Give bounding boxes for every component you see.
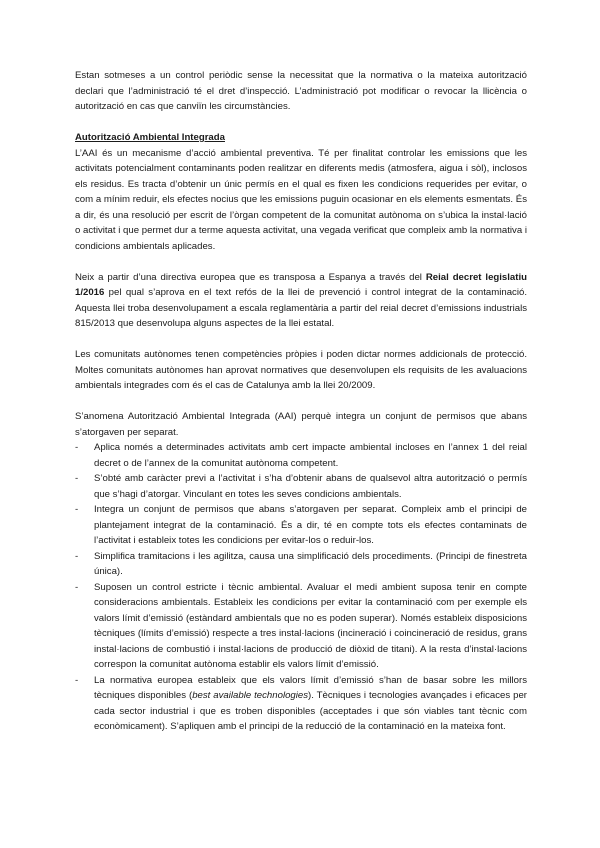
list-item (75, 471, 527, 502)
section-heading: Autorització Ambiental Integrada (75, 132, 225, 143)
list-item (75, 549, 527, 580)
legal-origin-text-before: Neix a partir d’una directiva europea que es transposa a Espanya a través del (75, 271, 426, 283)
best-available-technologies-term: best available technologies (192, 690, 309, 701)
list-item-text: S’obté amb caràcter previ a l’activitat i s’ha d’obtenir abans de qualsevol altra autorització o permís que s’hagi d’atorgar. Vinculant en totes les seves condicions ambientals. (94, 473, 527, 500)
aai-definition-paragraph: L’AAI és un mecanisme d’acció ambiental preventiva. Té per finalitat controlar les emissions que les activitats potencialment contaminants poden realitzar en diferents medis (atmosfera, aigua i sòl), inclosos els residus. Es tracta d’obtenir un únic permís en el qual es fixen les condicions requerides per evitar, o com a mínim reduir, els efectes nocius que les emissions puguin ocasionar en els elements esmentats. És a dir, és una resolució per escrit de l’òrgan competent de la comunitat autònoma on s’ubica la instal·lació o activitat i que permet dur a terme aquesta activitat, una vegada verificat que compleix amb la normativa i condicions ambientals aplicades. (75, 147, 527, 252)
autonomous-communities-paragraph: Les comunitats autònomes tenen competències pròpies i poden dictar normes addicionals de protecció. Moltes comunitats autònomes han aprovat normatives que desenvolupen els requisits de les avaluacions ambientals integrades com és el cas de Catalunya amb la llei 20/2009. (75, 349, 527, 391)
legal-origin-paragraph (75, 270, 527, 332)
list-item (75, 502, 527, 549)
bullet-dash: - (75, 550, 79, 562)
bullet-dash: - (75, 442, 79, 453)
legal-origin-text-after: pel qual s’aprova en el text refós de la llei de prevenció i control integrat de la contaminació. Aquesta llei troba desenvolupament a escala reglamentària a partir del reial decret d’emissions industrials 815/2013 que desenvolupa alguns aspectes de la llei estatal. (75, 287, 527, 329)
list-item (75, 580, 527, 673)
list-item-text: Aplica només a determinades activitats amb cert impacte ambiental incloses en l’annex 1 del reial decret o de l’annex de la comunitat autònoma competent. (94, 442, 527, 469)
royal-decree-reference: Reial decret legislatiu 1/2016 (75, 271, 527, 298)
intro-paragraph: Estan sotmeses a un control periòdic sense la necessitat que la normativa o la mateixa autorització declari que l’administració té el dret d’inspecció. L’administració pot modificar o revocar la llicència o autorització en cas que canviïn les circumstàncies. (75, 70, 527, 112)
list-item (75, 673, 527, 735)
list-item-text-before: La normativa europea estableix que els valors límit d’emissió s’han de basar sobre les millors tècniques disponibles ( (94, 674, 527, 701)
list-item (75, 440, 527, 471)
list-item-text: Simplifica tramitacions i les agilitza, causa una simplificació dels procediments. (Principi de finestreta única). (94, 550, 527, 577)
bullet-dash: - (75, 504, 79, 515)
aai-features-list (75, 440, 527, 735)
list-item-text-after: ). Tècniques i tecnologies avançades i eficaces per cada sector industrial i que es troben disponibles (acceptades i que són viables tant tècnic com econòmicament). S’apliquen amb el principi de la reducció de la contaminació en la mateixa font. (94, 690, 527, 732)
list-item-text: Integra un conjunt de permisos que abans s’atorgaven per separat. Compleix amb el principi de plantejament integrat de la contaminació. És a dir, té en compte tots els efectes contaminats de l’activitat i estableix totes les condicions per evitar-los o reduir-los. (94, 504, 527, 546)
document-body (75, 68, 527, 735)
aai-naming-paragraph: S’anomena Autorització Ambiental Integrada (AAI) perquè integra un conjunt de permisos que abans s’atorgaven per separat. (75, 411, 527, 438)
bullet-dash: - (75, 674, 79, 686)
bullet-dash: - (75, 473, 79, 484)
list-item-text: Suposen un control estricte i tècnic ambiental. Avaluar el medi ambient suposa tenir en compte consideracions ambientals. Estableix les condicions per evitar la contaminació com per exemple els valors límit d’emissió (estàndard ambientals que no es poden superar). Només estableix disposicions tècniques (límits d’emissió) respecte a tres instal·lacions (incineració i coincineració de residus, grans instal·lacions de combustió i instal·lacions de producció de diòxid de titani). A la resta d’instal·lacions correspon la comunitat autònoma establir els valors límit d’emissió. (94, 581, 527, 670)
bullet-dash: - (75, 581, 79, 593)
